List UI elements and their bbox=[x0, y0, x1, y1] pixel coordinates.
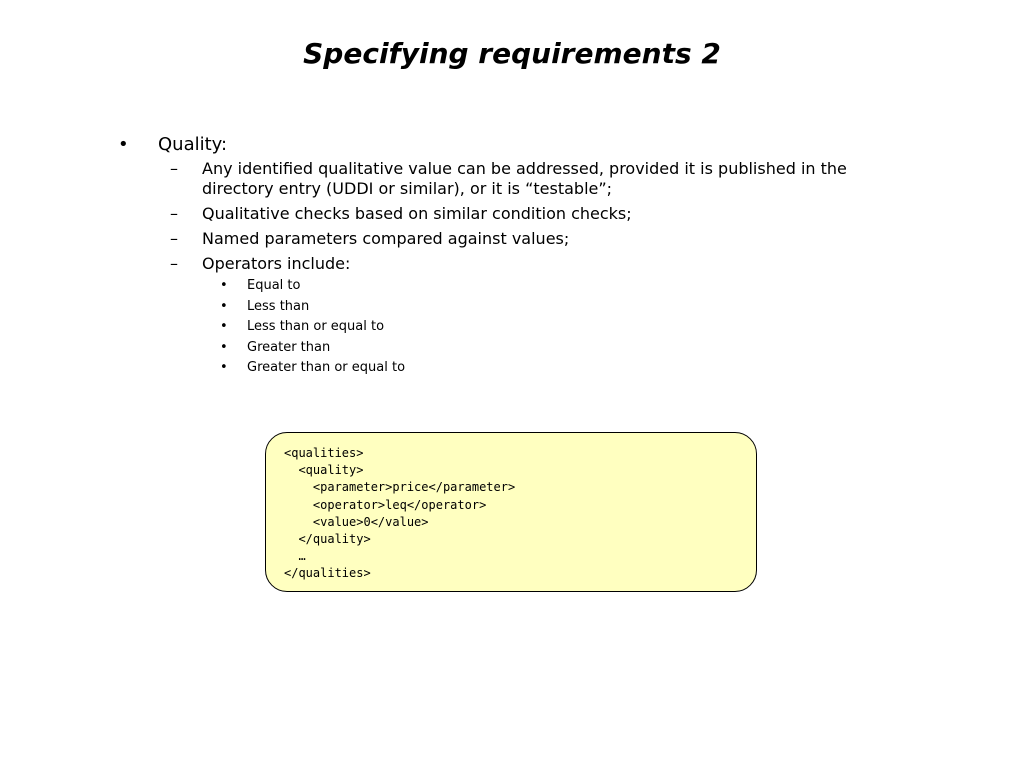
dot-marker: • bbox=[220, 360, 228, 376]
bullet-quality bbox=[118, 132, 918, 157]
code-line: <parameter>price</parameter> bbox=[284, 480, 516, 495]
xml-code-example bbox=[265, 432, 757, 592]
code-line: </qualities> bbox=[284, 566, 371, 581]
operator-item-greater-equal bbox=[118, 359, 918, 377]
operator-text: Less than bbox=[247, 298, 310, 314]
sub-point-qualitative-checks bbox=[118, 204, 918, 224]
operator-text: Equal to bbox=[247, 278, 301, 293]
code-line: … bbox=[284, 549, 306, 564]
sub-point-text: Operators include: bbox=[202, 254, 351, 273]
bullet-quality-label: Quality: bbox=[158, 134, 228, 155]
operator-item-less bbox=[118, 298, 918, 316]
dash-marker: – bbox=[170, 229, 178, 248]
code-line: </quality> bbox=[284, 532, 371, 547]
sub-point-text: Qualitative checks based on similar condition checks; bbox=[202, 204, 632, 223]
code-line: <operator>leq</operator> bbox=[284, 497, 487, 512]
dot-marker: • bbox=[220, 339, 228, 355]
operator-text: Less than or equal to bbox=[247, 319, 385, 335]
operator-item-greater bbox=[118, 339, 918, 357]
dash-marker: – bbox=[170, 159, 178, 178]
sub-point-identified-value bbox=[118, 159, 918, 199]
operator-text: Greater than bbox=[247, 339, 331, 355]
sub-point-text: Named parameters compared against values; bbox=[202, 229, 570, 248]
code-line: <value>0</value> bbox=[284, 514, 429, 529]
sub-point-text: Any identified qualitative value can be addressed, provided it is published in the directory entry (UDDI or similar), or it is “testable”; bbox=[202, 159, 847, 198]
slide-title: Specifying requirements 2 bbox=[303, 37, 721, 70]
code-line: <quality> bbox=[284, 463, 364, 478]
bullet-marker: • bbox=[118, 134, 129, 155]
dot-marker: • bbox=[220, 278, 228, 293]
dash-marker: – bbox=[170, 204, 178, 223]
code-line: <qualities> bbox=[284, 446, 364, 460]
operator-list bbox=[118, 277, 918, 377]
sub-point-operators bbox=[118, 254, 918, 274]
operator-item-equal bbox=[118, 277, 918, 295]
operator-item-less-equal bbox=[118, 318, 918, 336]
sub-point-named-parameters bbox=[118, 229, 918, 249]
operator-text: Greater than or equal to bbox=[247, 360, 406, 376]
dash-marker: – bbox=[170, 254, 178, 273]
quality-sub-list bbox=[118, 159, 918, 274]
slide-content bbox=[118, 132, 918, 380]
dot-marker: • bbox=[220, 319, 228, 335]
dot-marker: • bbox=[220, 298, 228, 314]
